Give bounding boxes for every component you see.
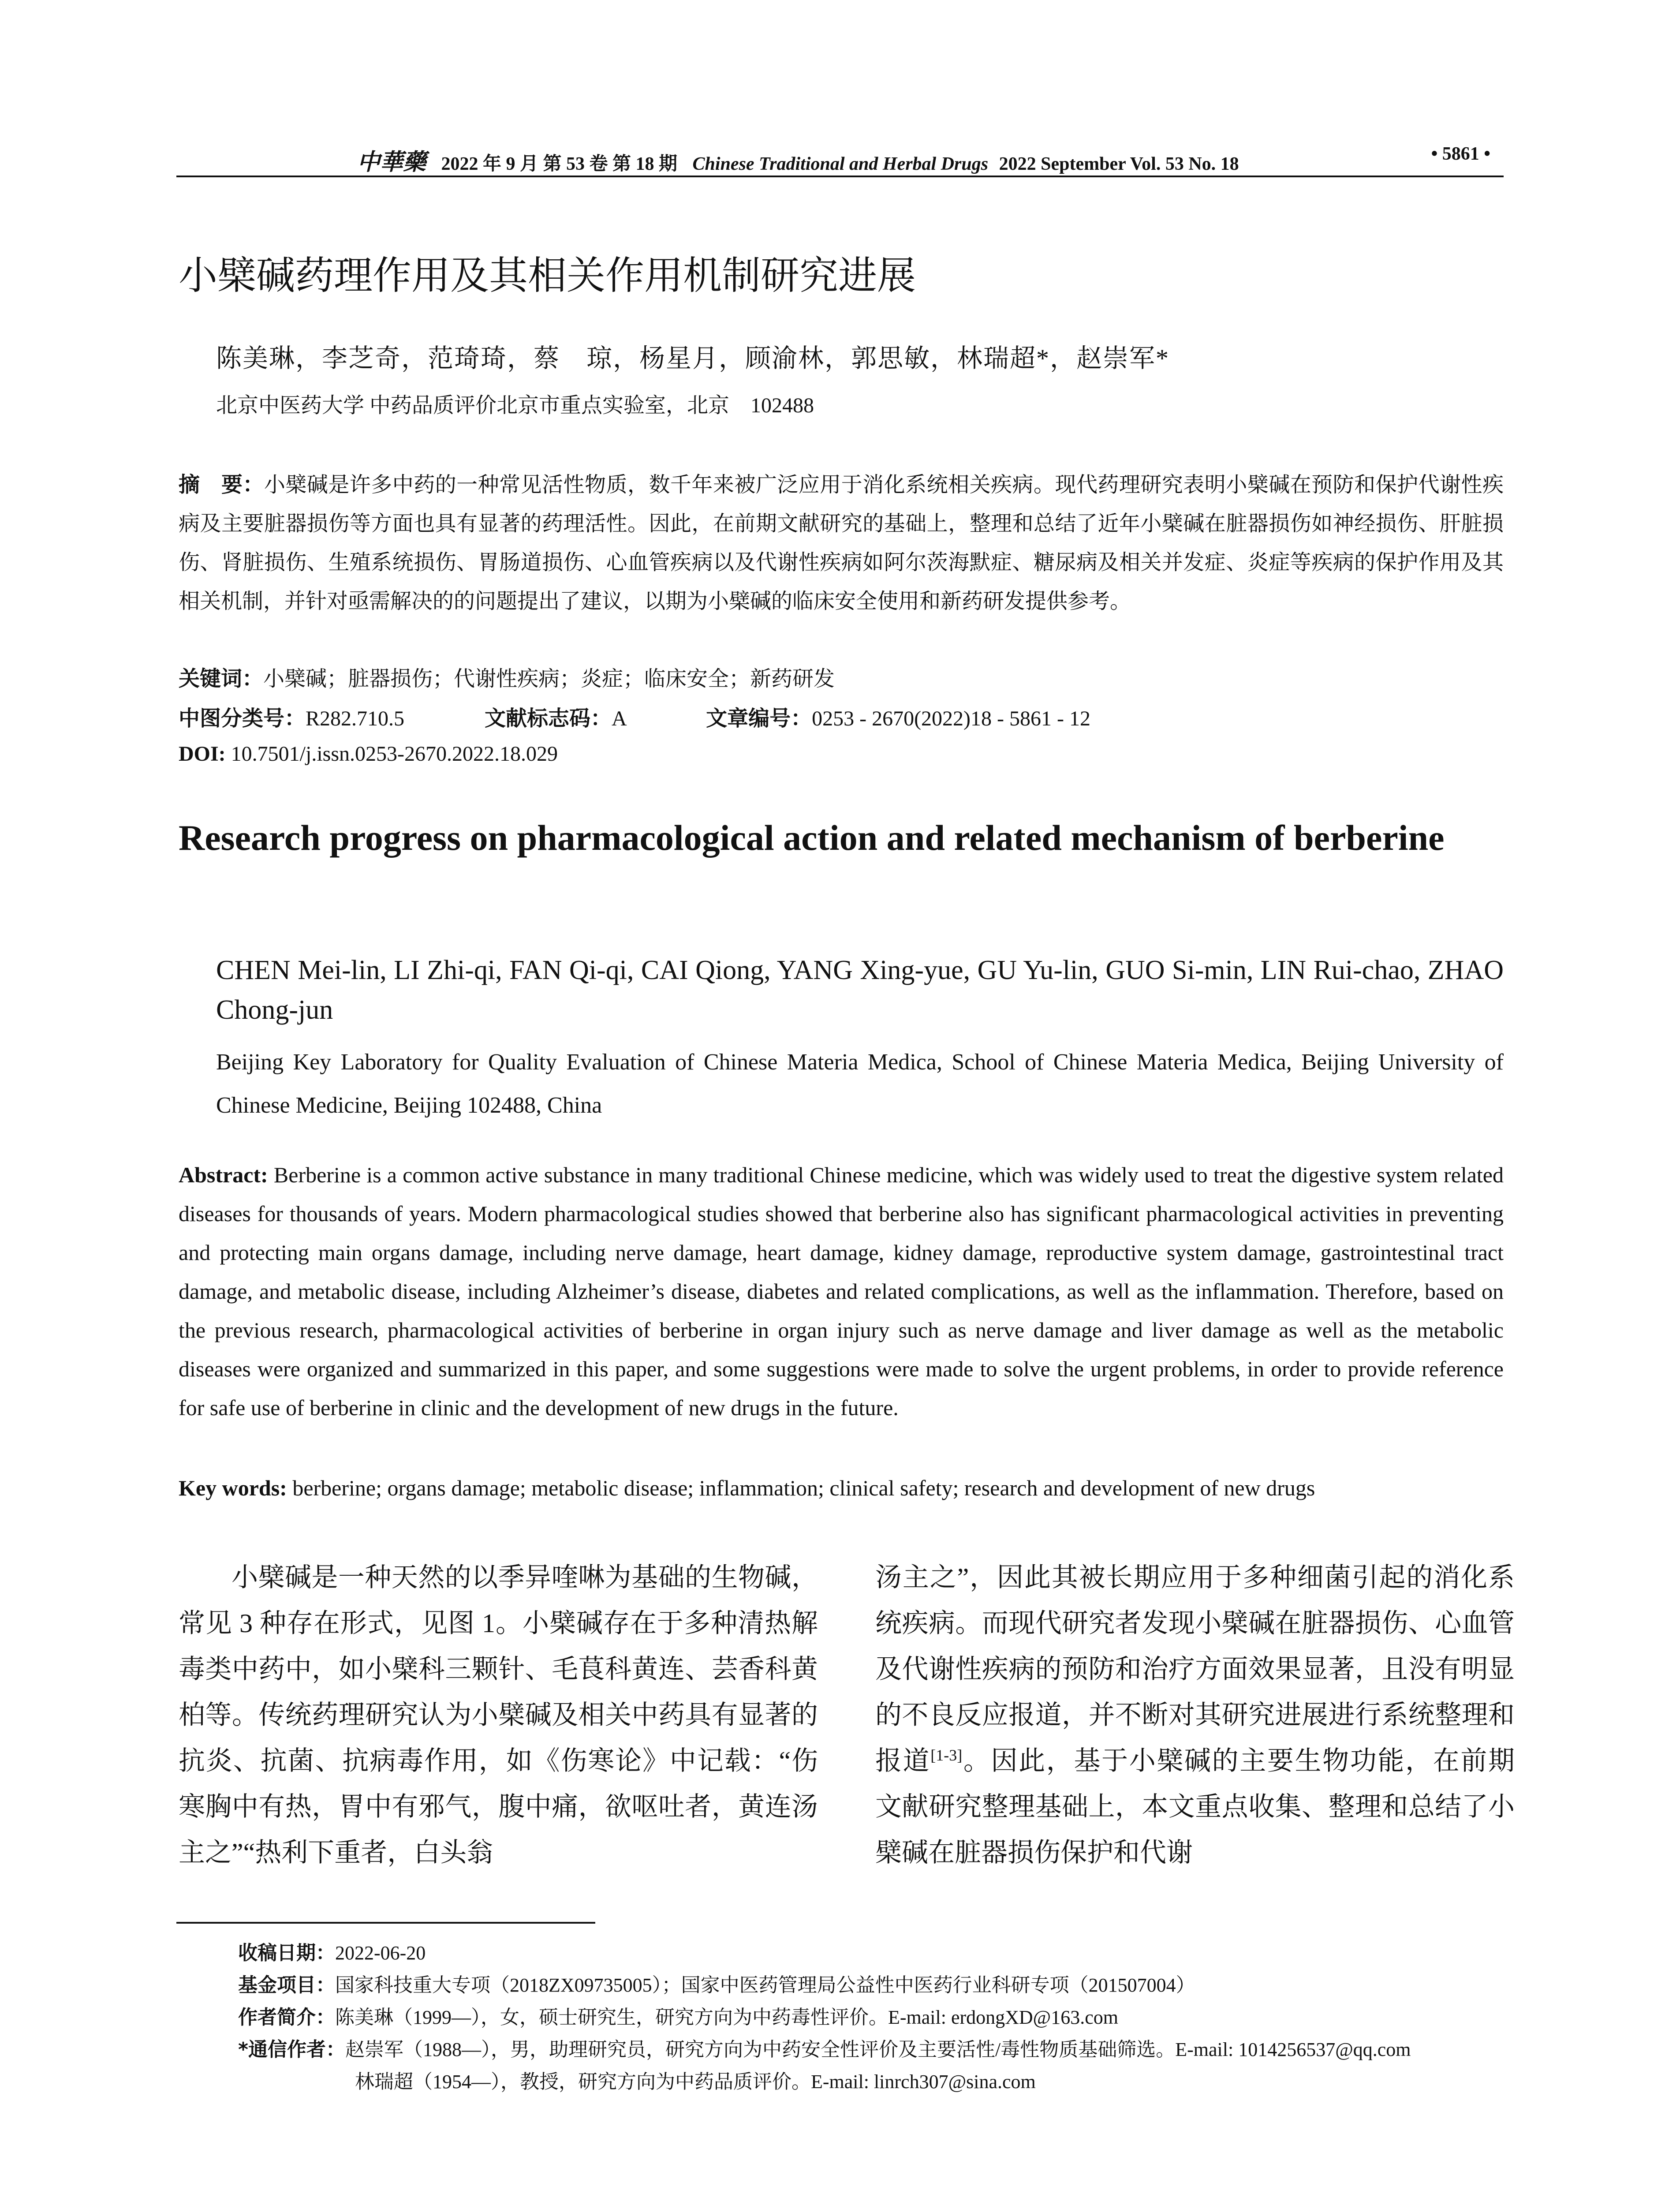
footnote-author [238,2001,1118,2029]
keywords-en-text: berberine; organs damage; metabolic disease; inflammation; clinical safety; research and development of new drugs [292,1476,1315,1500]
doc-code-label: 文献标志码： [485,706,612,731]
keywords-cn [179,662,835,692]
doi-value: 10.7501/j.issn.0253-2670.2022.18.029 [231,742,558,766]
body-left-column: 小檗碱是一种天然的以季异喹啉为基础的生物碱，常见 3 种存在形式，见图 1。小檗碱存在于多种清热解毒类中药中，如小檗科三颗针、毛茛科黄连、芸香科黄柏等。传统药理研究认为小檗碱及相关中药具有显著的抗炎、抗菌、抗病毒作用，如《伤寒论》中记载：“伤寒胸中有热，胃中有邪气，腹中痛，欲呕吐者，黄连汤主之”“热利下重者，白头翁 [179,1563,818,1867]
abstract-en-text: Berberine is a common active substance in many traditional Chinese medicine, which was widely used to treat the digestive system related diseases for thousands of years. Modern pharmacological studies showed that berberine also has significant pharmacological activities in preventing and protecting main organs damage, including nerve damage, heart damage, kidney damage, reproductive system damage, gastrointestinal tract damage, and metabolic disease, including Alzheimer’s disease, diabetes and related complications, as well as the inflammation. Therefore, based on the previous research, pharmacological activities of berberine in organ injury such as nerve damage and liver damage as well as the metabolic diseases were organized and summarized in this paper, and some suggestions were made to solve the urgent problems, in order to provide reference for safe use of berberine in clinic and the development of new drugs in the future. [179,1162,1504,1420]
clc-label: 中图分类号： [179,706,306,731]
article-no-label: 文章编号： [706,706,812,731]
corr-author-2: 林瑞超（1954—），教授，研究方向为中药品质评价。E-mail: linrch307@sina.com [355,2071,1036,2093]
journal-logo: 中華藥 [357,149,426,176]
abstract-en-label: Abstract: [179,1162,268,1187]
keywords-en [179,1475,1315,1501]
keywords-cn-text: 小檗碱；脏器损伤；代谢性疾病；炎症；临床安全；新药研发 [263,667,835,691]
keywords-cn-label: 关键词： [179,666,264,691]
issue-cn: 2022 年 9 月 第 53 卷 第 18 期 [441,154,678,174]
clc-value: R282.710.5 [306,707,405,730]
footnote-correspondence-2 [355,2066,1036,2094]
fund-value: 国家科技重大专项（2018ZX09735005）；国家中医药管理局公益性中医药行业科研专项（201507004） [335,1974,1195,1996]
page-number: • 5861 • [1431,144,1490,164]
body-right-text-a: 汤主之”，因此其被长期应用于多种细菌引起的消化系统疾病。而现代研究者发现小檗碱在脏器损伤、心血管及代谢性疾病的预防和治疗方面效果显著，且没有明显的不良反应报道，并不断对其研究进展进行系统整理和报道 [875,1563,1515,1775]
running-header [176,143,1504,179]
doi-line [179,742,558,766]
article-no-value: 0253 - 2670(2022)18 - 5861 - 12 [812,707,1090,730]
abstract-cn [179,465,1504,621]
body-right-text-b: 。因此，基于小檗碱的主要生物功能，在前期文献研究整理基础上，本文重点收集、整理和总结了小檗碱在脏器损伤保护和代谢 [875,1746,1515,1867]
issue-en: 2022 September Vol. 53 No. 18 [999,154,1239,174]
abstract-cn-text: 小檗碱是许多中药的一种常见活性物质，数千年来被广泛应用于消化系统相关疾病。现代药理研究表明小檗碱在预防和保护代谢性疾病及主要脏器损伤等方面也具有显著的药理活性。因此，在前期文献研究的基础上，整理和总结了近年小檗碱在脏器损伤如神经损伤、肝脏损伤、肾脏损伤、生殖系统损伤、胃肠道损伤、心血管疾病以及代谢性疾病如阿尔茨海默症、糖尿病及相关并发症、炎症等疾病的保护作用及其相关机制，并针对亟需解决的的问题提出了建议，以期为小檗碱的临床安全使用和新药研发提供参考。 [179,473,1504,613]
author-bio-value: 陈美琳（1999—），女，硕士研究生，研究方向为中药毒性评价。E-mail: erdongXD@163.com [335,2007,1118,2028]
abstract-en [179,1155,1504,1427]
received-label: 收稿日期： [238,1942,335,1964]
header-rule [176,176,1504,177]
keywords-en-label: Key words: [179,1476,287,1500]
footnote-fund [238,1969,1195,1997]
abstract-cn-label: 摘 要： [179,472,264,497]
received-value: 2022-06-20 [335,1942,426,1964]
authors-en: CHEN Mei-lin, LI Zhi-qi, FAN Qi-qi, CAI Qiong, YANG Xing-yue, GU Yu-lin, GUO Si-min, LIN Rui-chao, ZHAO Chong-jun [216,955,1504,1025]
affiliation-cn: 北京中医药大学 中药品质评价北京市重点实验室，北京 102488 [216,394,814,417]
authors-cn: 陈美琳，李芝奇，范琦琦，蔡 琼，杨星月，顾渝林，郭思敏，林瑞超*，赵崇军* [216,344,1170,373]
title-cn: 小檗碱药理作用及其相关作用机制研究进展 [179,253,916,298]
author-bio-label: 作者简介： [238,2006,335,2029]
affiliation-en: Beijing Key Laboratory for Quality Evaluation of Chinese Materia Medica, School of Chinese Materia Medica, Beijing University of Chinese Medicine, Beijing 102488, China [216,1050,1504,1118]
fund-label: 基金项目： [238,1974,335,1996]
corr-label: *通信作者： [238,2038,346,2061]
citation-ref: [1-3] [930,1746,963,1764]
title-en: Research progress on pharmacological action and related mechanism of berberine [179,818,1445,858]
footnote-rule [176,1922,595,1924]
classification-line [179,701,1090,732]
doc-code-value: A [612,707,626,730]
corr-author-1: 赵崇军（1988—），男，助理研究员，研究方向为中药安全性评价及主要活性/毒性物质基础筛选。E-mail: 1014256537@qq.com [345,2039,1411,2060]
footnote-received [238,1937,426,1965]
running-header-text [357,143,1239,176]
body-right-column [875,1555,1515,1876]
footnote-correspondence [238,2033,1411,2062]
journal-name-en: Chinese Traditional and Herbal Drugs [692,154,989,174]
doi-label: DOI: [179,742,226,766]
